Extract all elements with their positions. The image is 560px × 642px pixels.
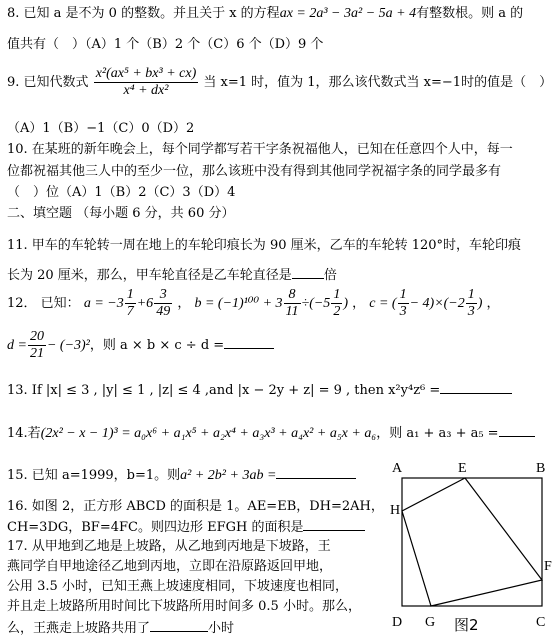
q12-b-lhs: b = (−1)¹⁰⁰ + 3 bbox=[194, 296, 283, 311]
q13-answer-blank bbox=[440, 381, 512, 394]
q12-tail: ，则 a × b × c ÷ d = bbox=[89, 338, 225, 353]
q15-line bbox=[7, 466, 356, 485]
q13-line bbox=[7, 381, 512, 400]
q12-a-frac-1-num: 1 bbox=[126, 287, 134, 302]
q11-answer-blank bbox=[292, 266, 324, 279]
section-heading: 二、填空题 （每小题 6 分，共 60 分） bbox=[7, 206, 235, 221]
q9-suffix: 当 x=1 时，值为 1，那么该代数式当 x=−1时的值是（ ） bbox=[203, 75, 553, 90]
q10-line-1: 10. 在某班的新年晚会上，每个同学都写若干字条祝福他人，已知在任意四个人中，每一 bbox=[7, 142, 513, 157]
q12-c-frac-2-den: 3 bbox=[467, 304, 475, 319]
q12-a-frac-2 bbox=[154, 287, 172, 320]
q14-prefix: 14.若 bbox=[7, 426, 41, 441]
q12-d-rhs: − (−3)² bbox=[46, 338, 90, 353]
q12-d-frac-num: 20 bbox=[29, 329, 44, 344]
q12-c-frac-1 bbox=[398, 287, 409, 320]
q17-line-5 bbox=[7, 619, 234, 638]
q12-b-frac-1-num: 8 bbox=[284, 287, 301, 304]
q8-line-1 bbox=[7, 5, 523, 23]
point-d-label: D bbox=[392, 615, 403, 630]
q11-line-2 bbox=[7, 266, 337, 285]
q11-unit: 倍 bbox=[323, 268, 337, 283]
point-g-label: G bbox=[425, 615, 436, 630]
q14-equation: (2x² − x − 1)³ = a₀x⁶ + a₁x⁵ + a₂x⁴ + a₃x³ + a₄x² + a₅x + a₆ bbox=[40, 426, 377, 441]
q9-denominator: x⁴ + dx² bbox=[123, 83, 169, 98]
q12-b-frac-1 bbox=[284, 287, 301, 320]
q9-fraction bbox=[94, 66, 199, 99]
q12-a-lhs: a = −3 bbox=[83, 296, 124, 311]
q12-c-frac-2 bbox=[466, 287, 477, 320]
point-e-label: E bbox=[458, 461, 467, 476]
q12-a-frac-2-num: 3 bbox=[154, 287, 172, 304]
q12-b-frac-1-den: 11 bbox=[285, 304, 299, 319]
q12-c-frac-1-den: 3 bbox=[399, 304, 407, 319]
q17-answer-blank bbox=[150, 619, 208, 632]
q17-line-3: 公用 3.5 小时，已知王燕上坡速度相同，下坡速度也相同， bbox=[7, 579, 348, 594]
q12-c-end: ) bbox=[477, 296, 483, 311]
q12-b-mid: ÷(−5 bbox=[301, 296, 331, 311]
q16-line-1: 16. 如图 2，正方形 ABCD 的面积是 1。AE=EB，DH=2AH， bbox=[7, 499, 384, 514]
q12-b-frac-2-den: 2 bbox=[333, 304, 341, 319]
q17-line-2: 燕同学自甲地途径乙地到丙地，立即在沿原路返回甲地， bbox=[7, 559, 333, 574]
q12-c-lhs: c = ( bbox=[369, 296, 397, 311]
point-h-label: H bbox=[390, 503, 401, 518]
q8-equation: ax = 2a³ − 3a² − 5a + 4 bbox=[279, 6, 417, 21]
q12-a-frac-2-den: 49 bbox=[156, 304, 171, 319]
q8-line-2: 值共有（ ）（A）1 个（B）2 个（C）6 个（D）9 个 bbox=[7, 37, 324, 52]
q16-line-2 bbox=[7, 518, 365, 537]
q12-d-lhs: d = bbox=[7, 338, 27, 353]
figure-2 bbox=[388, 458, 556, 638]
q16-answer-blank bbox=[303, 518, 365, 531]
q12-label: 12． 已知： bbox=[7, 296, 80, 311]
q9-options: （A）1（B）−1（C）0（D）2 bbox=[7, 121, 195, 136]
q17-text: 么，王燕走上坡路共用了 bbox=[7, 621, 151, 636]
q17-unit: 小时 bbox=[208, 621, 235, 636]
q8-text-b: 有整数根。则 a 的 bbox=[416, 6, 524, 21]
q11-line-1: 11. 甲车的车轮转一周在地上的车轮印痕长为 90 厘米，乙车的车轮转 120°时，车轮印痕 bbox=[7, 238, 522, 253]
q12-line-2 bbox=[7, 328, 274, 364]
q9-numerator: x²(ax⁵ + bx³ + cx) bbox=[95, 66, 197, 81]
q14-line bbox=[7, 424, 535, 443]
q17-line-1: 17. 从甲地到乙地是上坡路，从乙地到丙地是下坡路，王 bbox=[7, 539, 331, 554]
q12-d-frac-den: 21 bbox=[29, 346, 44, 361]
q12-c-mid: − 4)×(−2 bbox=[409, 296, 465, 311]
figure-caption: 图2 bbox=[454, 616, 479, 634]
quadrilateral-efgh bbox=[402, 478, 542, 606]
q17-line-4: 并且走上坡路所用时间比下坡路所用时间多 0.5 小时。那么， bbox=[7, 599, 361, 614]
q15-equation: a² + 2b² + 3ab = bbox=[180, 468, 277, 483]
q12-answer-blank bbox=[224, 336, 274, 349]
q12-line-1: 12． 已知： a = −3 $\frac{1}{7}$ +6 $\frac{3}{49}$ ， b = (−1)¹⁰⁰ + 3 $\frac{8}{11}$ ÷(−5 $\frac{1}{2}$ ) ， c = ( $\frac{1}{3}$ − 4)×(−2 $\frac{1}{3}$ ) ， bbox=[7, 287, 500, 319]
q9-line-1 bbox=[7, 66, 552, 100]
q12-a-frac-1-den: 7 bbox=[126, 304, 134, 319]
q8-text-a: 8. 已知 a 是不为 0 的整数。并且关于 x 的方程 bbox=[7, 6, 280, 21]
q12-b-end: ) bbox=[343, 296, 348, 311]
q12-c-frac-2-num: 1 bbox=[467, 287, 475, 302]
q14-answer-blank bbox=[499, 424, 535, 437]
q9-prefix: 9. 已知代数式 bbox=[7, 75, 89, 90]
q12-a-mid: +6 bbox=[136, 296, 154, 311]
point-c-label: C bbox=[536, 615, 546, 630]
q10-line-3: （ ）位（A）1（B）2（C）3（D）4 bbox=[7, 185, 236, 200]
q12-b-frac-2-num: 1 bbox=[333, 287, 341, 302]
q11-text: 长为 20 厘米，那么，甲车轮直径是乙车轮直径是 bbox=[7, 268, 292, 283]
q15-prefix: 15. 已知 a=1999，b=1。则 bbox=[7, 468, 181, 483]
q10-line-2: 位都祝福其他三人中的至少一位，那么该班中没有得到其他同学祝福字条的同学最多有 bbox=[7, 164, 502, 179]
q12-b-frac-2 bbox=[331, 287, 342, 320]
point-a-label: A bbox=[392, 461, 403, 476]
q16-text: CH=3DG，BF=4FC。则四边形 EFGH 的面积是 bbox=[7, 520, 304, 535]
point-f-label: F bbox=[544, 559, 552, 574]
q12-a-frac-1 bbox=[125, 287, 136, 320]
point-b-label: B bbox=[536, 461, 546, 476]
q14-suffix: ，则 a₁ + a₃ + a₅ = bbox=[376, 426, 499, 441]
q15-answer-blank bbox=[276, 466, 356, 479]
q13-text: 13. If |x| ≤ 3 , |y| ≤ 1 , |z| ≤ 4 ,and |x − 2y + z| = 9 , then x²y⁴z⁶ = bbox=[7, 383, 441, 398]
q12-c-frac-1-num: 1 bbox=[399, 287, 407, 302]
q12-d-frac bbox=[28, 329, 46, 362]
square-abcd bbox=[402, 478, 542, 606]
